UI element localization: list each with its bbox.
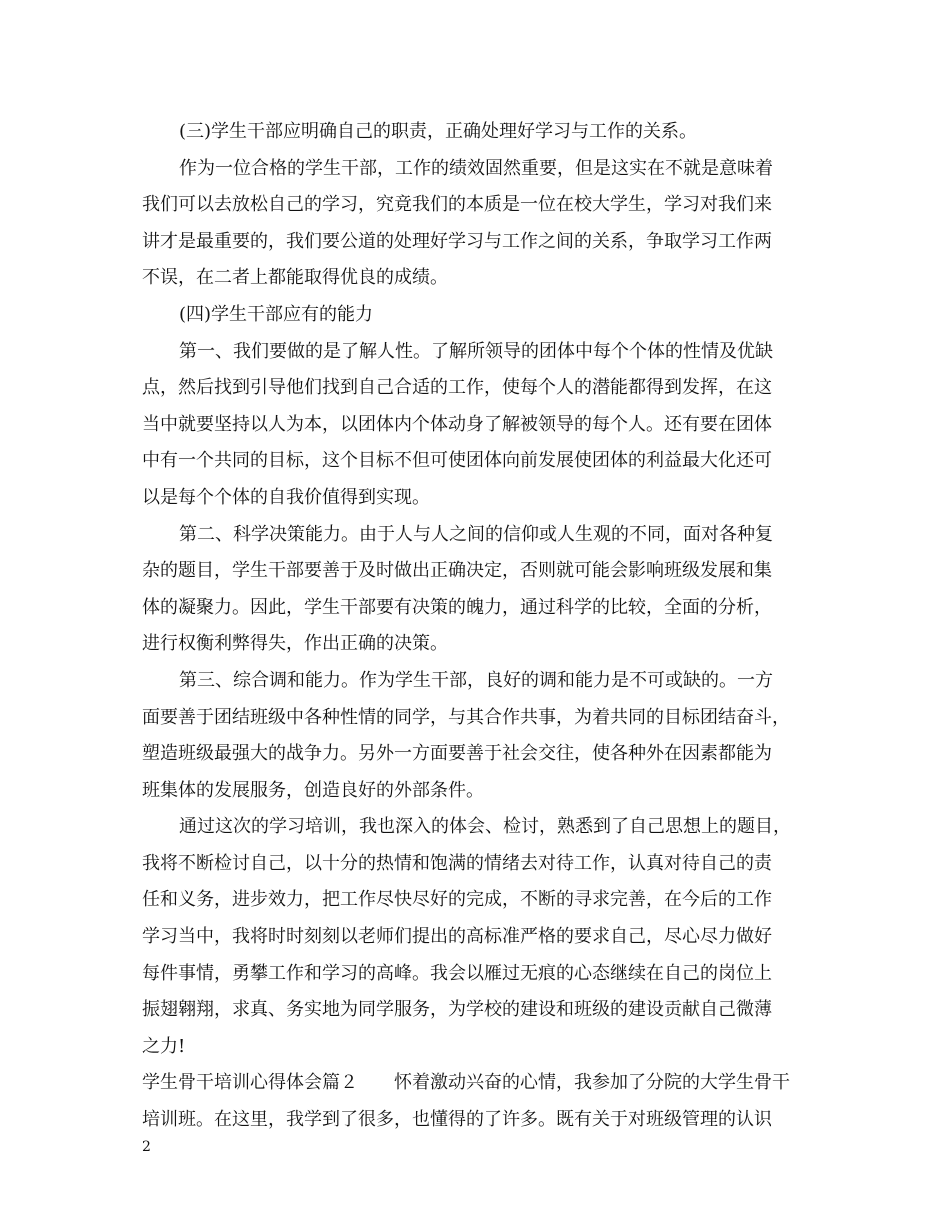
paragraph-line: 任和义务，进步效力，把工作尽快尽好的完成，不断的寻求完善，在今后的工作 <box>142 889 772 911</box>
paragraph-line: 班集体的发展服务，创造良好的外部条件。 <box>142 779 484 801</box>
paragraph-line: 第一、我们要做的是了解人性。了解所领导的团体中每个个体的性情及优缺 <box>179 340 773 362</box>
article-title-line: 学生骨干培训心得体会篇２ 怀着激动兴奋的心情，我参加了分院的大学生骨干 <box>142 1072 790 1094</box>
paragraph-line: 以是每个个体的自我价值得到实现。 <box>142 486 430 508</box>
paragraph-line: 体的凝聚力。因此，学生干部要有决策的魄力，通过科学的比较，全面的分析， <box>142 596 772 618</box>
paragraph-line: 通过这次的学习培训，我也深入的体会、检讨，熟悉到了自己思想上的题目， <box>179 816 791 838</box>
paragraph-line: 作为一位合格的学生干部，工作的绩效固然重要，但是这实在不就是意味着 <box>179 157 773 179</box>
paragraph-line: 塑造班级最强大的战争力。另外一方面要善于社会交往，使各种外在因素都能为 <box>142 743 772 765</box>
paragraph-line: 振翅翱翔，求真、务实地为同学服务，为学校的建设和班级的建设贡献自己微薄 <box>142 999 772 1021</box>
paragraph-line: 杂的题目，学生干部要善于及时做出正确决定，否则就可能会影响班级发展和集 <box>142 560 772 582</box>
paragraph-line: 点，然后找到引导他们找到自己合适的工作，使每个人的潜能都得到发挥，在这 <box>142 377 772 399</box>
document-body <box>142 114 814 1139</box>
paragraph-line: 培训班。在这里，我学到了很多，也懂得的了许多。既有关于对班级管理的认识 <box>142 1109 772 1131</box>
paragraph-line: 我们可以去放松自己的学习，究竟我们的本质是一位在校大学生，学习对我们来 <box>142 194 772 216</box>
section-heading-4: (四)学生干部应有的能力 <box>179 303 374 325</box>
paragraph-line: 讲才是最重要的，我们要公道的处理好学习与工作之间的关系，争取学习工作两 <box>142 230 772 252</box>
paragraph-line: 中有一个共同的目标，这个目标不但可使团体向前发展使团体的利益最大化还可 <box>142 450 772 472</box>
paragraph-line: 不误，在二者上都能取得优良的成绩。 <box>142 267 448 289</box>
paragraph-line: 当中就要坚持以人为本，以团体内个体动身了解被领导的每个人。还有要在团体 <box>142 413 772 435</box>
paragraph-line: 第二、科学决策能力。由于人与人之间的信仰或人生观的不同，面对各种复 <box>179 523 773 545</box>
paragraph-line: 每件事情，勇攀工作和学习的高峰。我会以雁过无痕的心态继续在自己的岗位上 <box>142 962 772 984</box>
paragraph-line: 面要善于团结班级中各种性情的同学，与其合作共事，为着共同的目标团结奋斗， <box>142 706 790 728</box>
paragraph-line: 之力! <box>142 1035 186 1057</box>
paragraph-line: 第三、综合调和能力。作为学生干部，良好的调和能力是不可或缺的。一方 <box>179 669 773 691</box>
paragraph-line: 学习当中，我将时时刻刻以老师们提出的高标准严格的要求自己，尽心尽力做好 <box>142 926 772 948</box>
section-heading-3: (三)学生干部应明确自己的职责，正确处理好学习与工作的关系。 <box>179 121 698 142</box>
paragraph-line: 进行权衡利弊得失，作出正确的决策。 <box>142 633 448 655</box>
page-number: 2 <box>142 1139 151 1155</box>
paragraph-line: 我将不断检讨自己，以十分的热情和饱满的情绪去对待工作，认真对待自己的责 <box>142 852 772 874</box>
